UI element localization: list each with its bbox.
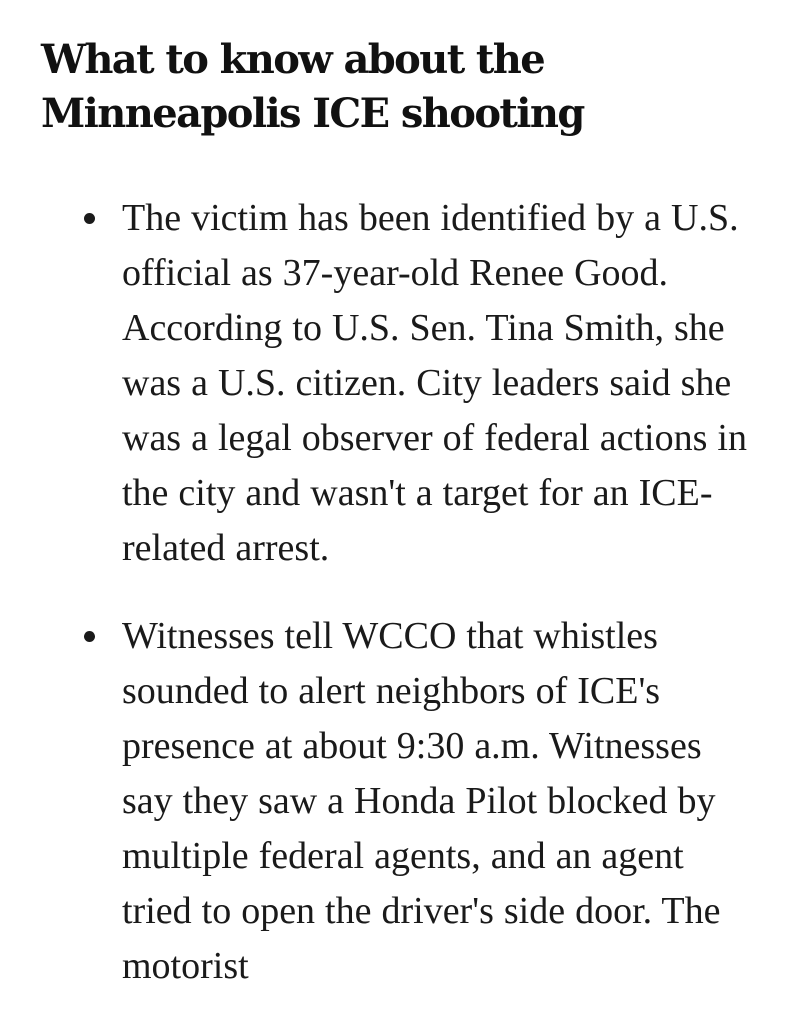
bullet-icon: [84, 631, 95, 642]
list-item: [0, 609, 792, 994]
key-points-list: [0, 191, 792, 1024]
article-headline: What to know about the Minneapolis ICE shooting: [41, 36, 584, 137]
bullet-icon: [84, 213, 95, 224]
list-item-text: Witnesses tell WCCO that whistles sounded to alert neighbors of ICE's presence at about 9:30 a.m. Witnesses say they saw a Honda Pilot blocked by multiple federal agents, and an agent tried to open the driver's side door. The motorist: [122, 615, 721, 987]
list-item-text: The victim has been identified by a U.S. official as 37-year-old Renee Good. According to U.S. Sen. Tina Smith, she was a U.S. citizen. City leaders said she was a legal observer of federal actions in the city and wasn't a target for an ICE-related arrest.: [122, 197, 747, 569]
list-item: [0, 191, 792, 576]
